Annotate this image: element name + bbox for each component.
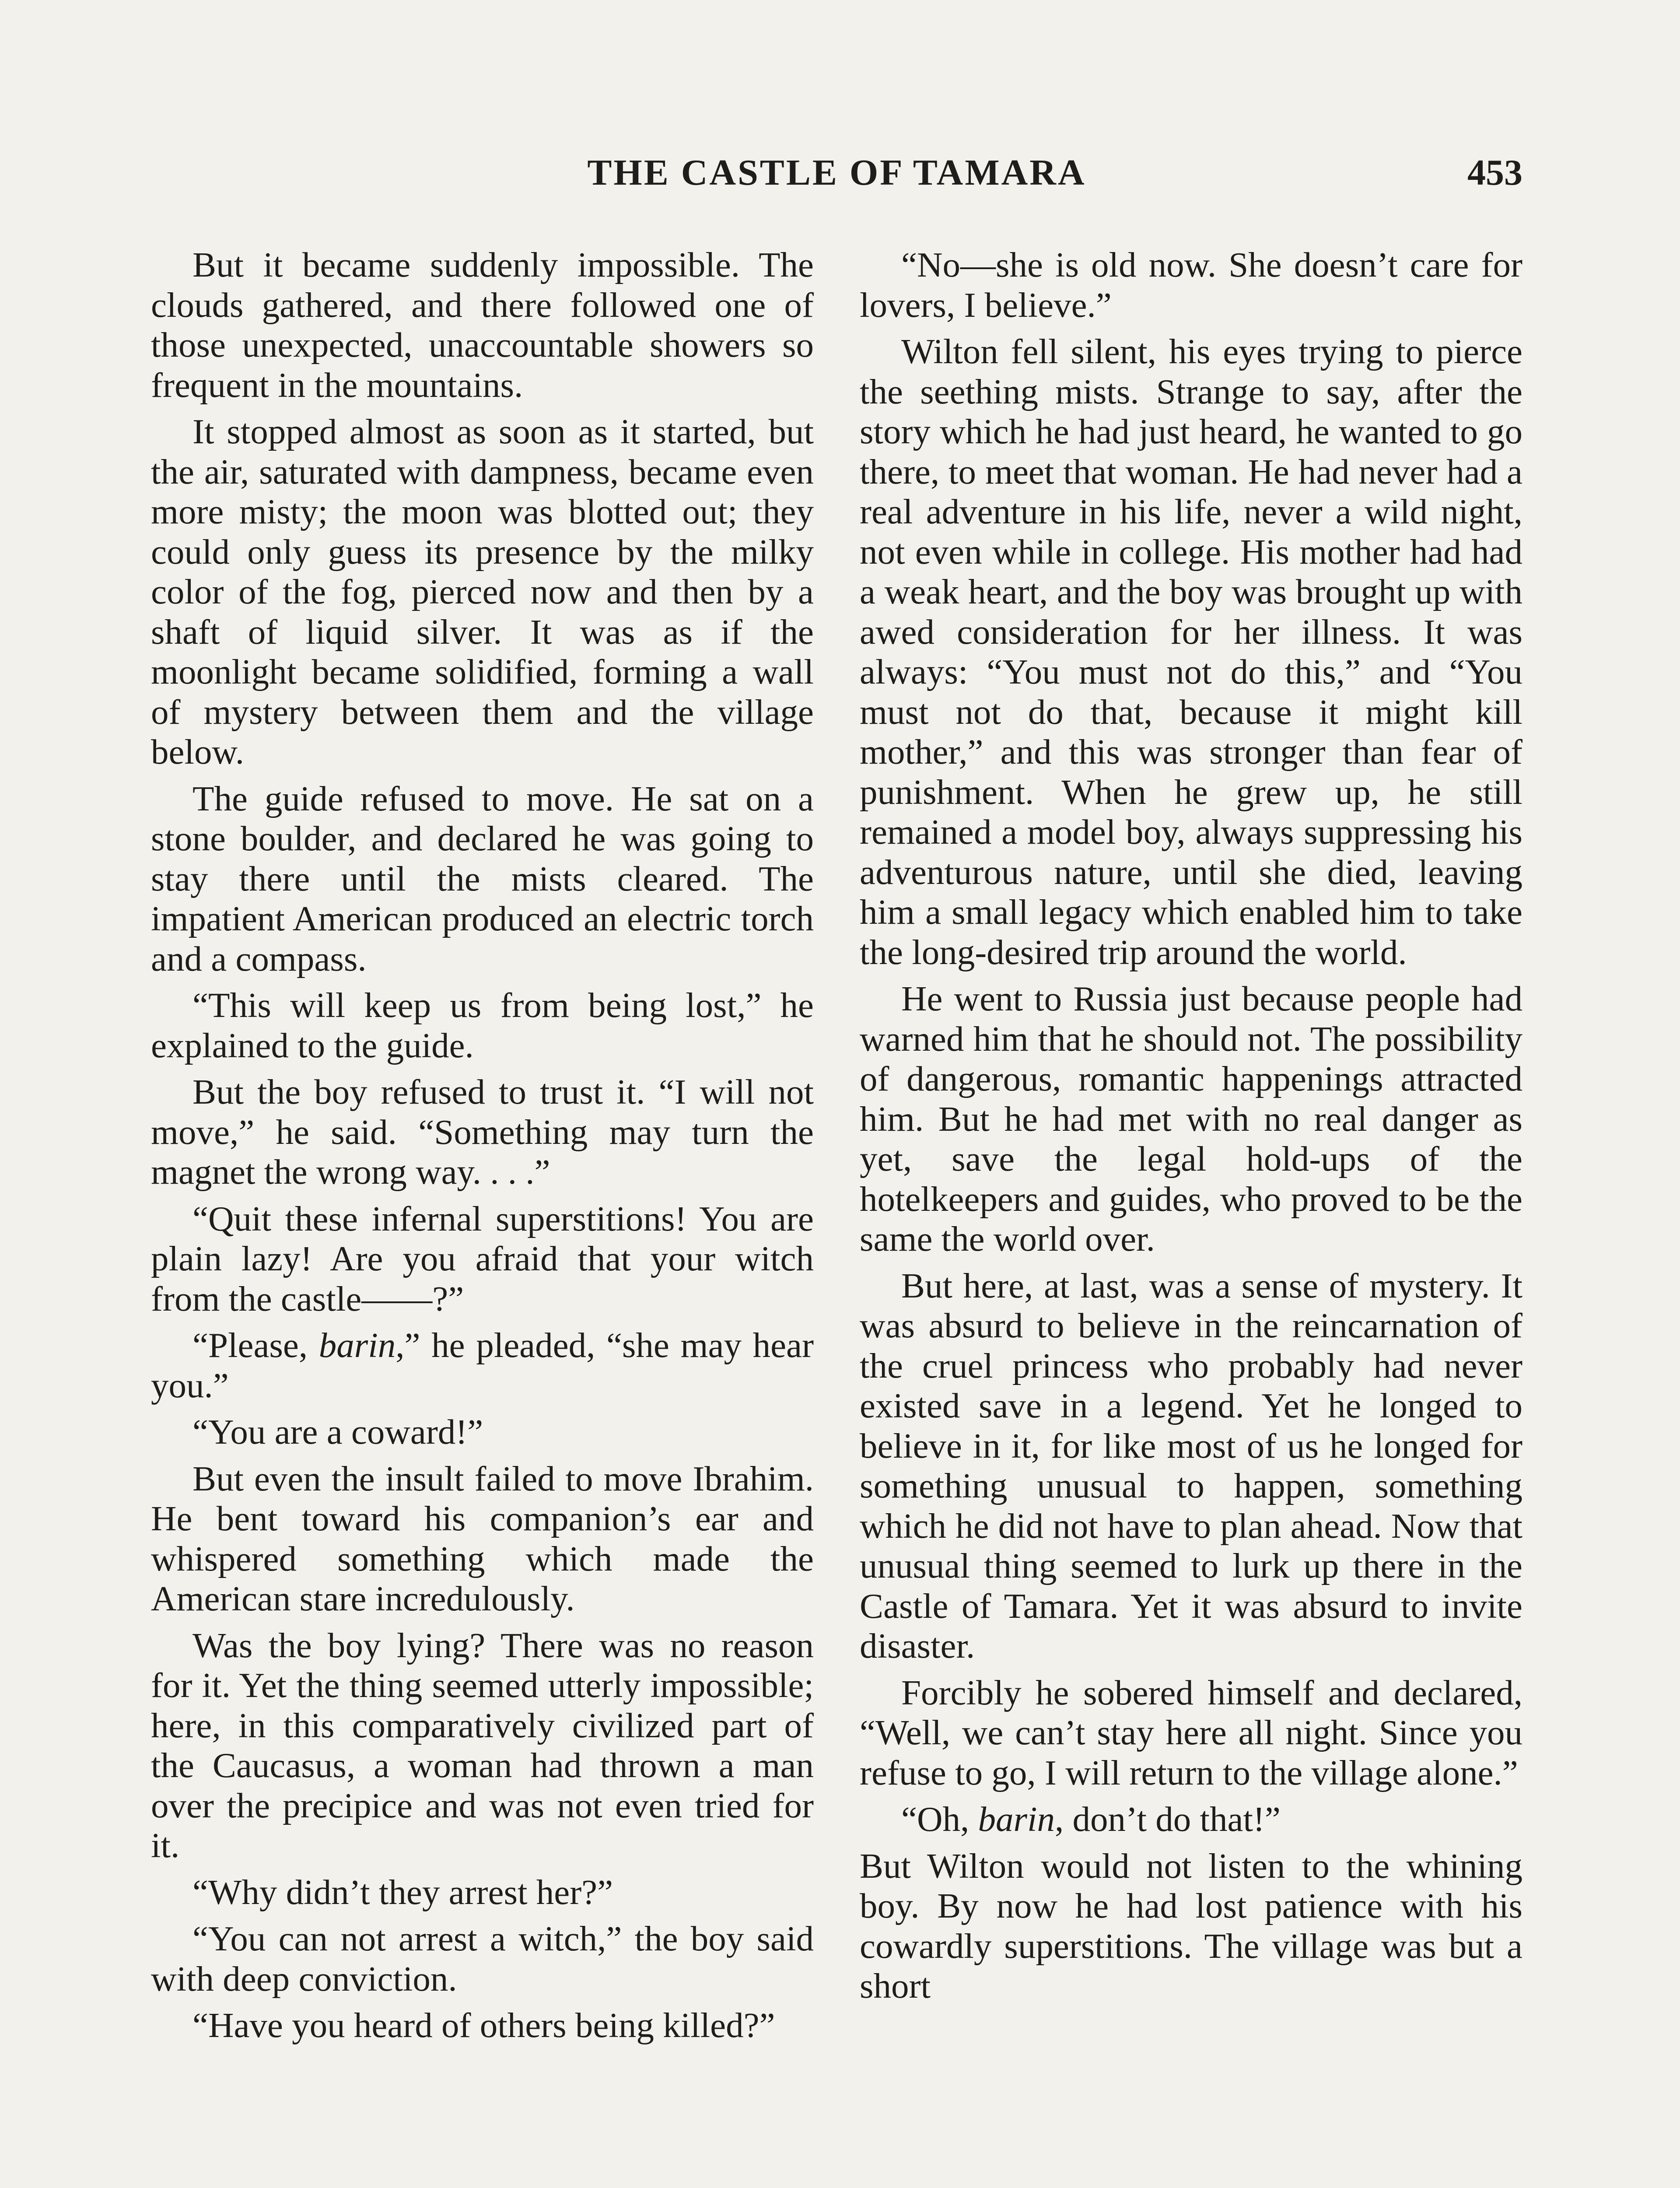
paragraph: Wilton fell silent, his eyes trying to pierce the seething mists. Strange to say, after the story which he had just heard, he wanted to go there, to meet that woman. He had never had a real adventure in his life, never a wild night, not even while in college. His mother had had a weak heart, and the boy was brought up with awed consideration for her illness. It was always: “You must not do this,” and “You must not do that, because it might kill mother,” and this was stronger than fear of punishment. When he grew up, he still remained a model boy, always suppressing his adventurous nature, until she died, leaving him a small legacy which enabled him to take the long-desired trip around the world. bbox=[860, 332, 1522, 972]
paragraph: Forcibly he sobered himself and declared, “Well, we can’t stay here all night. Since you refuse to go, I will return to the village alone.” bbox=[860, 1673, 1522, 1792]
paragraph: Was the boy lying? There was no reason for it. Yet the thing seemed utterly impossible; here, in this comparatively civilized part of the Caucasus, a woman had thrown a man over the precipice and was not even tried for it. bbox=[151, 1625, 814, 1865]
paragraph: But the boy refused to trust it. “I will not move,” he said. “Something may turn the magnet the wrong way. . . .” bbox=[151, 1072, 814, 1192]
paragraph: “No—she is old now. She doesn’t care for lovers, I believe.” bbox=[860, 245, 1522, 325]
paragraph: “Have you heard of others being killed?” bbox=[192, 2006, 775, 2045]
paragraph: It stopped almost as soon as it started, but the air, saturated with dampness, became even more misty; the moon was blotted out; they could only guess its presence by the milky color of the fog, pierced now and then by a shaft of liquid silver. It was as if the moonlight became solidified, forming a wall of mystery between them and the village below. bbox=[151, 412, 814, 771]
paragraph: “Oh, barin, don’t do that!” bbox=[901, 1799, 1281, 1839]
paragraph: “Please, barin,” he pleaded, “she may hear you.” bbox=[151, 1325, 814, 1405]
paragraph: “Quit these infernal superstitions! You are plain lazy! Are you afraid that your witch from the castle——?” bbox=[151, 1199, 814, 1318]
paragraph: “This will keep us from being lost,” he explained to the guide. bbox=[151, 985, 814, 1065]
emphasis: barin bbox=[978, 1799, 1055, 1839]
left-column bbox=[151, 245, 814, 2052]
paragraph: But here, at last, was a sense of mystery. It was absurd to believe in the reincarnation of the cruel princess who probably had never existed save in a legend. Yet he longed to believe in it, for like most of us he longed for something unusual to happen, something which he did not have to plan ahead. Now that unusual thing seemed to lurk up there in the Castle of Tamara. Yet it was absurd to invite disaster. bbox=[860, 1266, 1522, 1666]
page-header bbox=[151, 149, 1522, 197]
paragraph: “Why didn’t they arrest her?” bbox=[192, 1872, 613, 1912]
running-head: THE CASTLE OF TAMARA bbox=[587, 152, 1086, 193]
paragraph: He went to Russia just because people had warned him that he should not. The possibility of dangerous, romantic happenings attracted him. But he had met with no real danger as yet, save the legal hold-ups of the hotelkeepers and guides, who proved to be the same the world over. bbox=[860, 979, 1522, 1259]
paragraph: “You can not arrest a witch,” the boy said with deep conviction. bbox=[151, 1919, 814, 1999]
paragraph: But it became suddenly impossible. The clouds gathered, and there followed one of those unexpected, unaccountable showers so frequent in the mountains. bbox=[151, 245, 814, 405]
paragraph: But Wilton would not listen to the whining boy. By now he had lost patience with his cowardly superstitions. The village was but a short bbox=[860, 1846, 1522, 2006]
page-number: 453 bbox=[1467, 152, 1522, 193]
emphasis: barin bbox=[318, 1325, 396, 1365]
paragraph: But even the insult failed to move Ibrahim. He bent toward his companion’s ear and whispered something which made the American stare incredulously. bbox=[151, 1459, 814, 1618]
right-column bbox=[860, 245, 1522, 2013]
paragraph: The guide refused to move. He sat on a stone boulder, and declared he was going to stay there until the mists cleared. The impatient American produced an electric torch and a compass. bbox=[151, 778, 814, 978]
paragraph: “You are a coward!” bbox=[192, 1412, 483, 1452]
